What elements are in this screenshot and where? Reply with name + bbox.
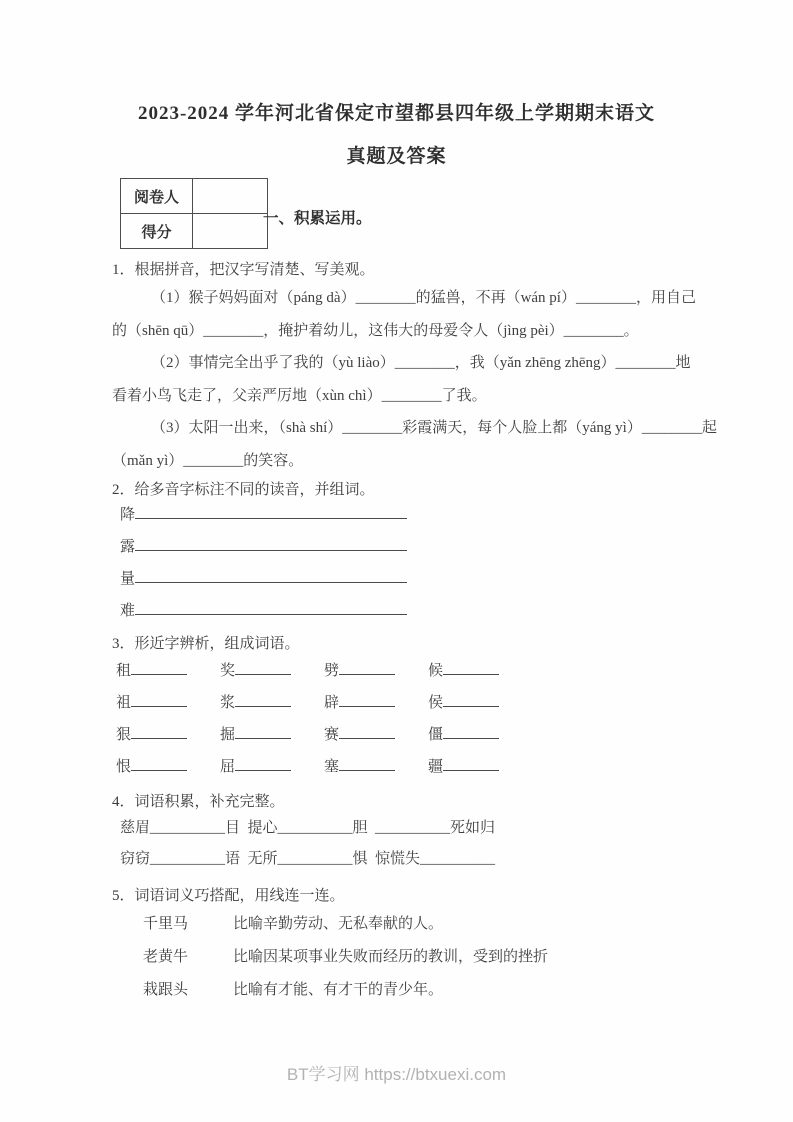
similar-char: 浆 [220,695,236,711]
score-label-cell: 得分 [121,214,193,249]
question-1-title: 1．根据拼音，把汉字写清楚、写美观。 [112,262,375,278]
similar-char: 恨 [116,759,132,775]
grader-label-cell: 阅卷人 [121,179,193,214]
answer-blank-line [135,599,407,615]
similar-char-cell [116,655,187,687]
similar-char: 候 [428,663,444,679]
similar-char: 祖 [116,695,132,711]
grader-score-table [120,178,268,249]
exam-title-line1: 2023-2024 学年河北省保定市望都县四年级上学期期末语文 [137,103,656,124]
question-5-body [112,908,712,1007]
polyphone-char: 露 [120,539,136,555]
similar-char: 奖 [220,663,236,679]
answer-blank-line [339,755,395,771]
polyphone-row [112,563,712,595]
site-footer: BT学习网 https://btxuexi.com [286,1065,507,1084]
answer-blank-line [235,723,291,739]
answer-blank-line [443,723,499,739]
exam-title-line2: 真题及答案 [346,146,447,167]
similar-char-cell [428,719,499,751]
similar-char-cell [324,655,395,687]
similar-char: 疆 [428,759,444,775]
match-term: 千里马 [143,916,189,932]
polyphone-char: 降 [120,507,136,523]
similar-char: 狠 [116,727,132,743]
similar-char-cell [324,751,395,783]
similar-char-cell [428,655,499,687]
answer-blank-line [443,659,499,675]
question-3-body [112,655,712,783]
similar-char: 塞 [324,759,340,775]
polyphone-row [112,595,712,627]
score-value-cell [193,214,268,249]
question-4-title: 4．词语积累，补充完整。 [112,794,285,810]
similar-char: 掘 [220,727,236,743]
question-5-title: 5．词语词义巧搭配，用线连一连。 [112,888,345,904]
answer-blank-line [131,755,187,771]
idiom-completion-row: 慈眉__________目 提心__________胆 __________死如归 [120,820,496,836]
similar-char-cell [220,687,291,719]
answer-blank-line [131,691,187,707]
answer-blank-line [135,535,407,551]
polyphone-char: 难 [120,603,136,619]
answer-blank-line [235,755,291,771]
matching-row [112,941,712,974]
similar-char: 僵 [428,727,444,743]
answer-blank-line [443,755,499,771]
similar-char-cell [324,687,395,719]
question-2-title: 2．给多音字标注不同的读音，并组词。 [112,482,375,498]
question-1-line: （2）事情完全出乎了我的（yù liào）________，我（yǎn zhēng zhēng）________地 [151,355,691,371]
similar-char: 侯 [428,695,444,711]
similar-char-cell [116,719,187,751]
similar-char: 赛 [324,727,340,743]
matching-row [112,974,712,1007]
match-desc: 比喻辛勤劳动、无私奉献的人。 [233,916,444,932]
similar-char-cell [220,751,291,783]
answer-blank-line [235,691,291,707]
grader-value-cell [193,179,268,214]
answer-blank-line [339,723,395,739]
similar-char-cell [220,719,291,751]
question-1-body [112,282,717,477]
similar-chars-row [112,719,712,751]
grader-row [121,179,268,214]
similar-char-cell [116,687,187,719]
question-1-line: 看着小鸟飞走了，父亲严厉地（xùn chì）________了我。 [112,387,487,404]
answer-blank-line [443,691,499,707]
question-1-line: （1）猴子妈妈面对（páng dà）________的猛兽，不再（wán pí）________，用自己 [151,290,696,306]
answer-blank-line [339,691,395,707]
match-desc: 比喻有才能、有才干的青少年。 [233,982,444,998]
polyphone-char: 量 [120,571,136,587]
similar-char-cell [324,719,395,751]
similar-chars-row [112,655,712,687]
similar-char: 屈 [220,759,236,775]
match-term: 老黄牛 [143,949,189,965]
question-1-line: （mǎn yì）________的笑容。 [112,452,304,469]
similar-char-cell [220,655,291,687]
answer-blank-line [131,723,187,739]
answer-blank-line [131,659,187,675]
answer-blank-line [135,503,407,519]
question-1-line: 的（shēn qū）________，掩护着幼儿，这伟大的母爱令人（jìng pèi）________。 [112,322,639,339]
section-heading-accumulation: 一、积累运用。 [263,210,372,227]
match-term: 栽跟头 [143,982,189,998]
question-4-body [112,813,712,875]
score-row [121,214,268,249]
similar-char: 租 [116,663,132,679]
similar-char-cell [428,751,499,783]
match-desc: 比喻因某项事业失败而经历的教训，受到的挫折 [233,949,549,965]
idiom-completion-row: 窃窃__________语 无所__________惧 惊慌失__________ [120,851,496,867]
similar-char-cell [428,687,499,719]
question-2-body [112,499,712,627]
polyphone-row [112,531,712,563]
question-1-line: （3）太阳一出来，（shà shí）________彩霞满天，每个人脸上都（yáng yì）________起 [151,420,717,436]
polyphone-row [112,499,712,531]
answer-blank-line [339,659,395,675]
similar-char: 劈 [324,663,340,679]
answer-blank-line [135,567,407,583]
question-3-title: 3．形近字辨析，组成词语。 [112,636,300,652]
matching-row [112,908,712,941]
similar-char: 辟 [324,695,340,711]
answer-blank-line [235,659,291,675]
similar-chars-row [112,687,712,719]
similar-chars-row [112,751,712,783]
similar-char-cell [116,751,187,783]
